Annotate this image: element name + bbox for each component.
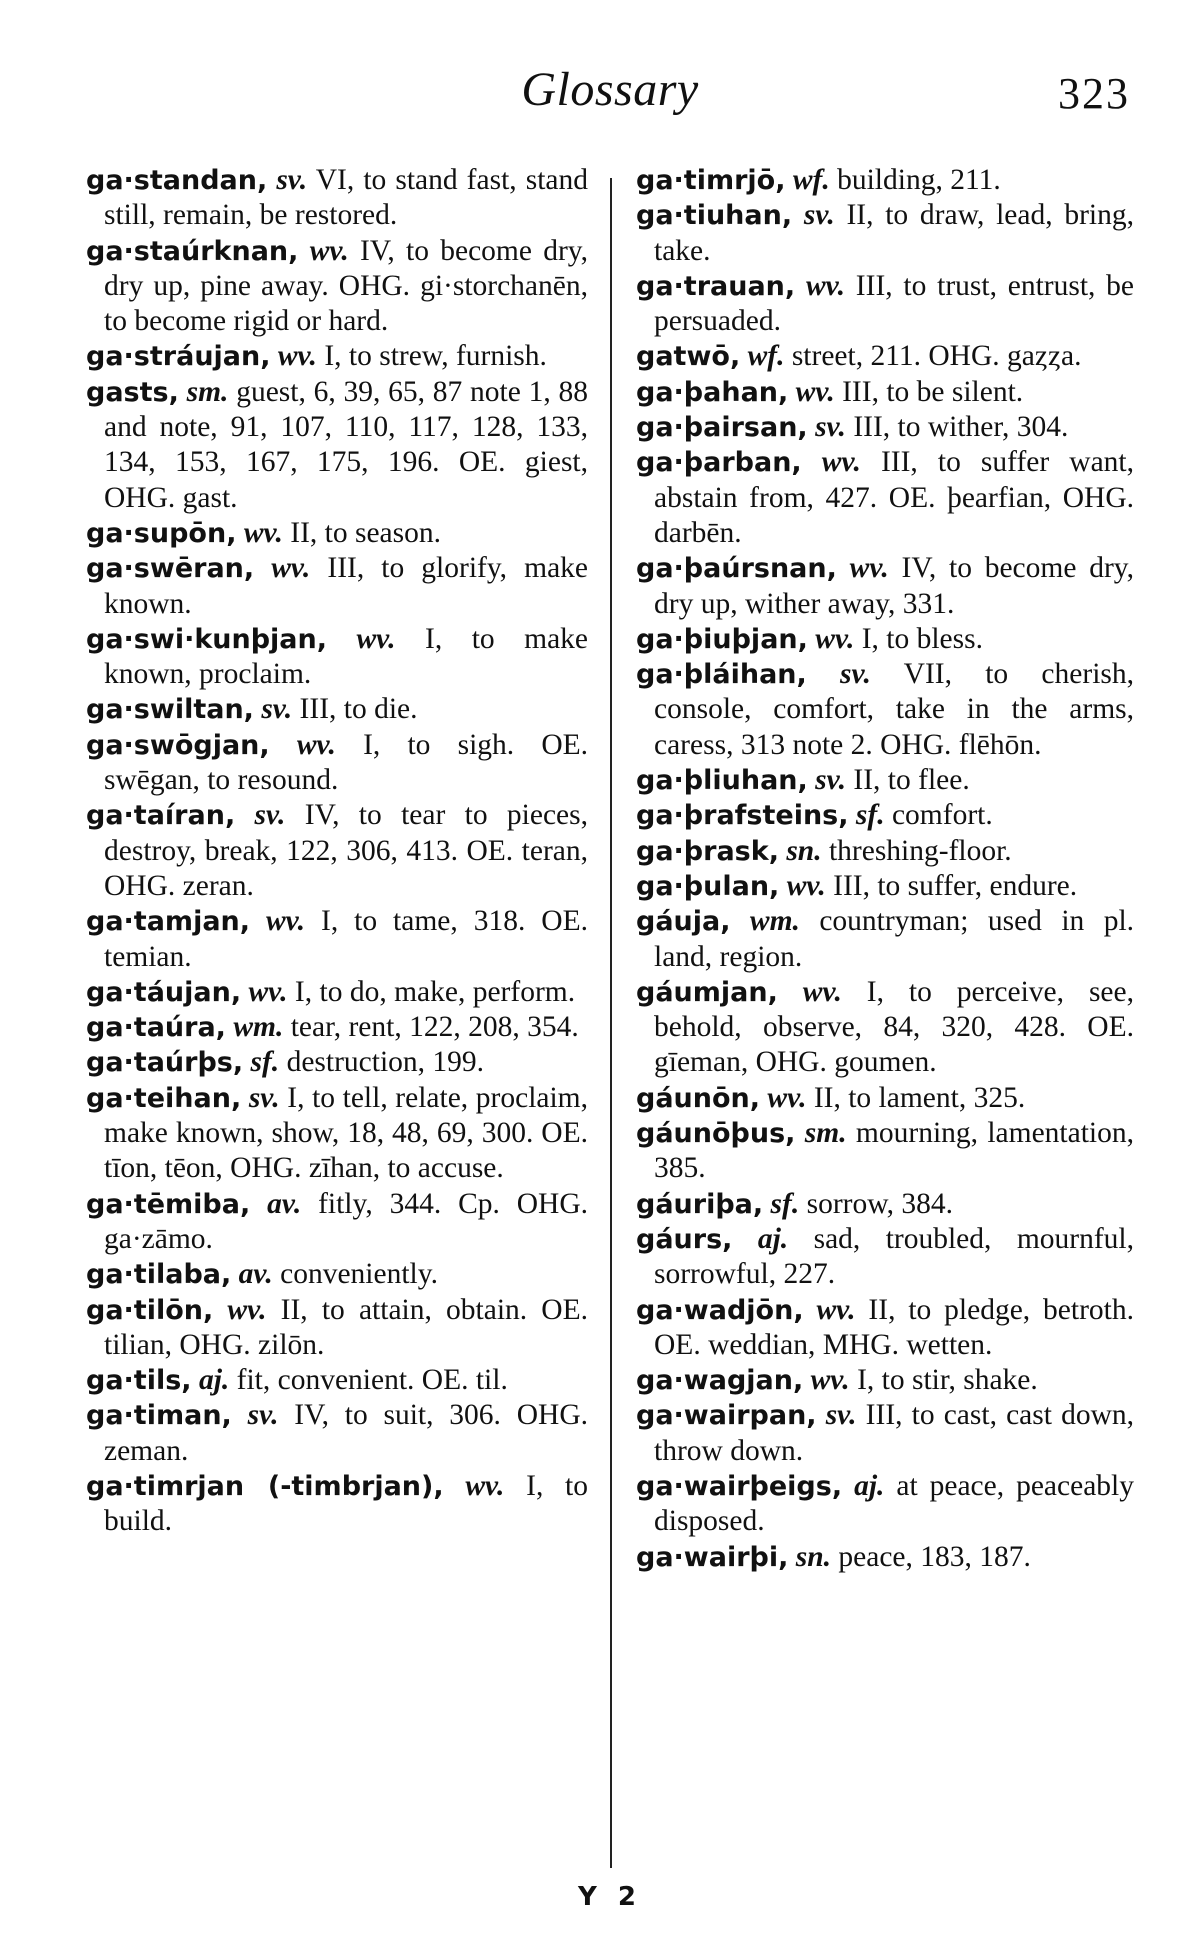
glossary-entry	[636, 1398, 1134, 1469]
entry-grammar: wm.	[233, 1011, 284, 1044]
entry-definition: I, to tell, relate, proclaim, make known, show, 18, 48, 69, 300. OE. tīon, tēon, OHG. zīhan, to accuse.	[104, 1081, 589, 1185]
entry-definition: II, to draw, lead, bring, take.	[654, 199, 1134, 267]
entry-definition: III, to die.	[299, 693, 418, 726]
entry-grammar: wv.	[815, 622, 855, 655]
entry-grammar: wv.	[248, 975, 288, 1008]
entry-grammar: av.	[238, 1258, 273, 1291]
entry-grammar: wv.	[356, 622, 396, 655]
glossary-entry	[636, 1187, 1134, 1222]
entry-definition: II, to pledge, betroth. OE. weddian, MHG. wetten.	[654, 1293, 1134, 1361]
entry-headword: gáunōn,	[636, 1082, 761, 1114]
glossary-entry	[86, 1187, 588, 1258]
page-header	[0, 62, 1200, 132]
glossary-entry	[86, 1398, 588, 1469]
entry-definition: destruction, 199.	[286, 1046, 485, 1079]
entry-grammar: wv.	[243, 516, 283, 549]
entry-headword: ga·timan,	[86, 1400, 232, 1432]
entry-grammar: sv.	[254, 799, 286, 832]
entry-definition: threshing-floor.	[828, 834, 1012, 867]
entry-definition: III, to wither, 304.	[853, 411, 1069, 444]
entry-headword: ga·supōn,	[86, 517, 237, 549]
glossary-entry	[636, 1469, 1134, 1540]
glossary-entry	[86, 1363, 588, 1398]
glossary-entry	[636, 1540, 1134, 1575]
entry-grammar: av.	[267, 1187, 302, 1220]
entry-definition: fitly, 344. Cp. OHG. ga·zāmo.	[104, 1187, 589, 1255]
entry-headword: ga·tēmiba,	[86, 1188, 251, 1220]
entry-grammar: wv.	[805, 269, 846, 302]
entry-grammar: sn.	[795, 1540, 832, 1573]
entry-headword: ga·standan,	[86, 165, 268, 196]
entry-grammar: sv.	[815, 411, 846, 444]
entry-grammar: sv.	[803, 199, 835, 232]
entry-definition: building, 211.	[837, 164, 1001, 196]
entry-definition: street, 211. OHG. gaȥȥa.	[791, 340, 1082, 373]
glossary-column-right	[636, 163, 1134, 1575]
entry-definition: IV, to suit, 306. OHG. zeman.	[104, 1399, 588, 1467]
entry-grammar: wv.	[786, 869, 826, 902]
entry-definition: I, to make known, proclaim.	[104, 622, 589, 691]
entry-headword: ga·þrask,	[636, 835, 779, 867]
entry-definition: guest, 6, 39, 65, 87 note 1, 88 and note, 91, 107, 110, 117, 128, 133, 134, 153, 167, 175, 196. OE. giest, OHG. gast.	[104, 375, 588, 514]
entry-headword: ga·þairsan,	[636, 412, 808, 444]
entry-grammar: sf.	[770, 1187, 800, 1220]
entry-grammar: sv.	[840, 658, 871, 691]
glossary-entry	[636, 445, 1134, 551]
glossary-entry	[86, 163, 588, 234]
entry-definition: I, to build.	[104, 1469, 589, 1538]
entry-definition: countryman; used in pl. land, region.	[654, 905, 1135, 973]
entry-headword: ga·tilaba,	[86, 1259, 232, 1291]
entry-headword: ga·taúra,	[86, 1012, 226, 1044]
glossary-entry	[86, 234, 588, 340]
glossary-entry	[636, 1081, 1134, 1116]
entry-grammar: aj.	[757, 1222, 789, 1255]
entry-headword: ga·tiuhan,	[636, 200, 793, 232]
entry-grammar: aj.	[198, 1364, 230, 1397]
entry-grammar: sv.	[248, 1081, 280, 1114]
glossary-entry	[86, 692, 588, 727]
entry-grammar: wm.	[749, 905, 800, 938]
entry-grammar: wv.	[816, 1293, 856, 1326]
entry-grammar: sf.	[250, 1046, 280, 1079]
glossary-entry	[86, 339, 588, 374]
entry-grammar: sv.	[247, 1399, 279, 1432]
entry-definition: IV, to become dry, dry up, wither away, 331.	[654, 552, 1135, 620]
entry-headword: ga·þiuþjan,	[636, 623, 808, 655]
entry-definition: mourning, lamentation, 385.	[654, 1117, 1134, 1185]
entry-grammar: wv.	[271, 552, 311, 585]
entry-grammar: sf.	[855, 799, 885, 832]
entry-definition: III, to suffer want, abstain from, 427. OE. þearfian, OHG. darbēn.	[654, 446, 1134, 549]
entry-headword: gáurs,	[636, 1223, 733, 1255]
entry-definition: conveniently.	[280, 1258, 438, 1291]
glossary-entry	[86, 1257, 588, 1292]
entry-headword: ga·táujan,	[86, 976, 242, 1008]
glossary-entry	[86, 904, 588, 975]
entry-headword: ga·wairþi,	[636, 1541, 789, 1573]
entry-grammar: wv.	[265, 905, 306, 938]
glossary-entry	[636, 657, 1134, 763]
entry-grammar: wv.	[277, 340, 317, 373]
glossary-entry	[86, 1081, 588, 1187]
glossary-entry	[636, 1293, 1134, 1364]
glossary-entry	[636, 1222, 1134, 1293]
glossary-entry	[86, 516, 588, 551]
glossary-entry	[636, 763, 1134, 798]
entry-definition: II, to lament, 325.	[813, 1081, 1026, 1114]
entry-headword: ga·þláihan,	[636, 659, 807, 691]
glossary-entry	[86, 975, 588, 1010]
entry-headword: ga·þrafsteins,	[636, 800, 849, 832]
entry-definition: II, to flee.	[853, 764, 970, 797]
entry-headword: ga·trauan,	[636, 270, 796, 302]
entry-grammar: wv.	[309, 234, 349, 267]
printer-signature: Y 2	[578, 1882, 642, 1912]
entry-grammar: sn.	[786, 834, 822, 867]
glossary-entry	[636, 551, 1134, 622]
glossary-entry	[636, 975, 1134, 1081]
glossary-entry	[636, 622, 1134, 657]
entry-grammar: wv.	[767, 1081, 807, 1114]
entry-definition: peace, 183, 187.	[838, 1540, 1031, 1573]
entry-grammar: sv.	[276, 164, 308, 196]
entry-definition: I, to sigh. OE. swēgan, to resound.	[104, 728, 589, 797]
entry-definition: VII, to cherish, console, comfort, take in the arms, caress, 313 note 2. OHG. flēhōn.	[654, 658, 1134, 761]
glossary-entry	[636, 1363, 1134, 1398]
entry-definition: tear, rent, 122, 208, 354.	[290, 1011, 579, 1044]
entry-headword: ga·þahan,	[636, 376, 789, 408]
entry-grammar: wv.	[802, 975, 842, 1008]
entry-definition: I, to stir, shake.	[857, 1364, 1038, 1397]
entry-headword: ga·swi·kunþjan,	[86, 623, 328, 655]
glossary-entry	[86, 798, 588, 904]
entry-headword: gasts,	[86, 376, 179, 408]
entry-grammar: wv.	[465, 1469, 505, 1502]
entry-definition: IV, to become dry, dry up, pine away. OHG. gi·storchanēn, to become rigid or hard.	[104, 234, 589, 338]
entry-definition: comfort.	[891, 799, 993, 832]
entry-grammar: wv.	[810, 1364, 850, 1397]
entry-definition: II, to season.	[290, 516, 442, 549]
entry-grammar: wv.	[296, 728, 336, 761]
entry-grammar: wf.	[792, 164, 830, 196]
glossary-entry	[86, 622, 588, 693]
entry-headword: gáumjan,	[636, 976, 778, 1008]
entry-headword: gáunōþus,	[636, 1118, 796, 1150]
entry-definition: at peace, peaceably disposed.	[654, 1469, 1134, 1538]
entry-grammar: sv.	[815, 764, 847, 797]
entry-grammar: wv.	[821, 446, 861, 479]
glossary-entry	[636, 798, 1134, 833]
entry-headword: ga·teihan,	[86, 1082, 242, 1114]
entry-headword: ga·wairpan,	[636, 1400, 817, 1432]
entry-definition: fit, convenient. OE. til.	[236, 1364, 508, 1397]
glossary-entry	[86, 551, 588, 622]
entry-definition: VI, to stand fast, stand still, remain, be restored.	[104, 164, 588, 232]
glossary-entry	[86, 728, 588, 799]
entry-headword: ga·wairþeigs,	[636, 1470, 843, 1502]
glossary-entry	[636, 198, 1134, 269]
glossary-entry	[636, 410, 1134, 445]
entry-headword: ga·timrjō,	[636, 165, 786, 196]
entry-definition: sad, troubled, mournful, sorrowful, 227.	[654, 1222, 1134, 1291]
entry-headword: ga·tilōn,	[86, 1294, 214, 1326]
glossary-entry	[86, 1010, 588, 1045]
entry-definition: III, to be silent.	[842, 375, 1024, 408]
glossary-entry	[636, 904, 1134, 975]
entry-grammar: sv.	[261, 693, 293, 726]
entry-grammar: sv.	[825, 1399, 857, 1432]
entry-headword: ga·þulan,	[636, 870, 780, 902]
entry-grammar: wv.	[795, 375, 835, 408]
entry-definition: III, to glorify, make known.	[104, 552, 589, 620]
entry-definition: sorrow, 384.	[806, 1187, 953, 1220]
entry-grammar: sm.	[804, 1117, 847, 1150]
glossary-entry	[86, 1293, 588, 1364]
entry-headword: ga·staúrknan,	[86, 235, 299, 267]
glossary-entry	[636, 834, 1134, 869]
entry-definition: III, to suffer, endure.	[833, 869, 1078, 902]
entry-headword: ga·tils,	[86, 1365, 192, 1397]
page-number: 323	[1058, 69, 1130, 118]
entry-headword: ga·taíran,	[86, 800, 236, 832]
entry-definition: I, to tame, 318. OE. temian.	[104, 905, 588, 973]
entry-grammar: wv.	[227, 1293, 267, 1326]
entry-headword: gatwō,	[636, 341, 741, 373]
entry-headword: gáuja,	[636, 906, 731, 938]
column-divider	[610, 178, 612, 1868]
entry-headword: ga·wagjan,	[636, 1365, 804, 1397]
entry-headword: gáuriþa,	[636, 1188, 764, 1220]
entry-headword: ga·þaúrsnan,	[636, 553, 837, 585]
glossary-entry	[636, 163, 1134, 198]
entry-definition: III, to cast, cast down, throw down.	[654, 1399, 1134, 1467]
entry-headword: ga·swiltan,	[86, 694, 254, 726]
glossary-entry	[636, 869, 1134, 904]
entry-definition: I, to bless.	[861, 622, 983, 655]
glossary-entry	[86, 1469, 588, 1540]
running-title: Glossary	[521, 63, 699, 116]
entry-grammar: sm.	[186, 375, 229, 408]
glossary-entry	[636, 1116, 1134, 1187]
glossary-entry	[86, 1045, 588, 1080]
entry-headword: ga·wadjōn,	[636, 1294, 804, 1326]
entry-grammar: wv.	[849, 552, 889, 585]
glossary-entry	[86, 375, 588, 516]
entry-headword: ga·timrjan (-timbrjan),	[86, 1470, 444, 1502]
glossary-entry	[636, 375, 1134, 410]
entry-headword: ga·stráujan,	[86, 341, 271, 373]
entry-headword: ga·swōgjan,	[86, 729, 270, 761]
entry-definition: I, to do, make, perform.	[294, 975, 576, 1008]
entry-definition: III, to trust, entrust, be persuaded.	[654, 269, 1135, 338]
entry-definition: IV, to tear to pieces, destroy, break, 122, 306, 413. OE. teran, OHG. zeran.	[104, 799, 588, 902]
entry-definition: I, to perceive, see, behold, observe, 84, 320, 428. OE. gīeman, OHG. goumen.	[654, 975, 1134, 1079]
glossary-entry	[636, 339, 1134, 374]
entry-headword: ga·taúrþs,	[86, 1047, 244, 1079]
entry-grammar: wf.	[747, 340, 785, 373]
glossary-entry	[636, 269, 1134, 340]
entry-grammar: aj.	[854, 1469, 885, 1502]
entry-definition: II, to attain, obtain. OE. tilian, OHG. zilōn.	[104, 1293, 589, 1361]
entry-headword: ga·swēran,	[86, 553, 255, 585]
entry-definition: I, to strew, furnish.	[324, 340, 547, 373]
entry-headword: ga·tamjan,	[86, 906, 251, 938]
glossary-column-left	[86, 163, 588, 1540]
entry-headword: ga·þliuhan,	[636, 765, 808, 797]
entry-headword: ga·þarban,	[636, 447, 802, 479]
